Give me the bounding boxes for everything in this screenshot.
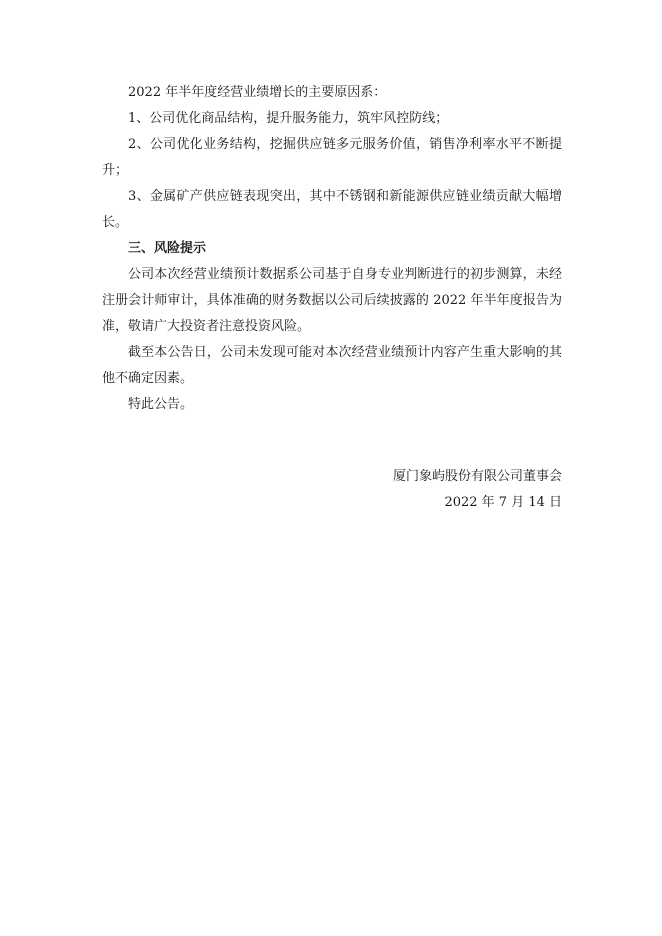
paragraph-reason-3: 3、金属矿产供应链表现突出，其中不锈钢和新能源供应链业绩贡献大幅增长。 xyxy=(102,189,562,230)
signature-company: 厦门象屿股份有限公司董事会 xyxy=(392,469,562,484)
signature-block xyxy=(262,464,562,516)
document-body xyxy=(102,80,562,418)
paragraph-no-other-uncertainty: 截至本公告日，公司未发现可能对本次经营业绩预计内容产生重大影响的其他不确定因素。 xyxy=(102,345,562,386)
section-heading-risk: 三、风险提示 xyxy=(128,241,207,256)
paragraph-closing: 特此公告。 xyxy=(128,397,194,412)
paragraph-reason-2: 2、公司优化业务结构，挖掘供应链多元服务价值，销售净利率水平不断提升； xyxy=(102,137,562,178)
signature-date: 2022 年 7 月 14 日 xyxy=(444,495,562,510)
paragraph-risk-notice: 公司本次经营业绩预计数据系公司基于自身专业判断进行的初步测算，未经注册会计师审计，具体准确的财务数据以公司后续披露的 2022 年半年度报告为准，敬请广大投资者注意投资风险。 xyxy=(102,267,562,334)
paragraph-growth-reasons-intro: 2022 年半年度经营业绩增长的主要原因系： xyxy=(128,85,387,100)
paragraph-reason-1: 1、公司优化商品结构，提升服务能力，筑牢风控防线； xyxy=(128,111,449,126)
